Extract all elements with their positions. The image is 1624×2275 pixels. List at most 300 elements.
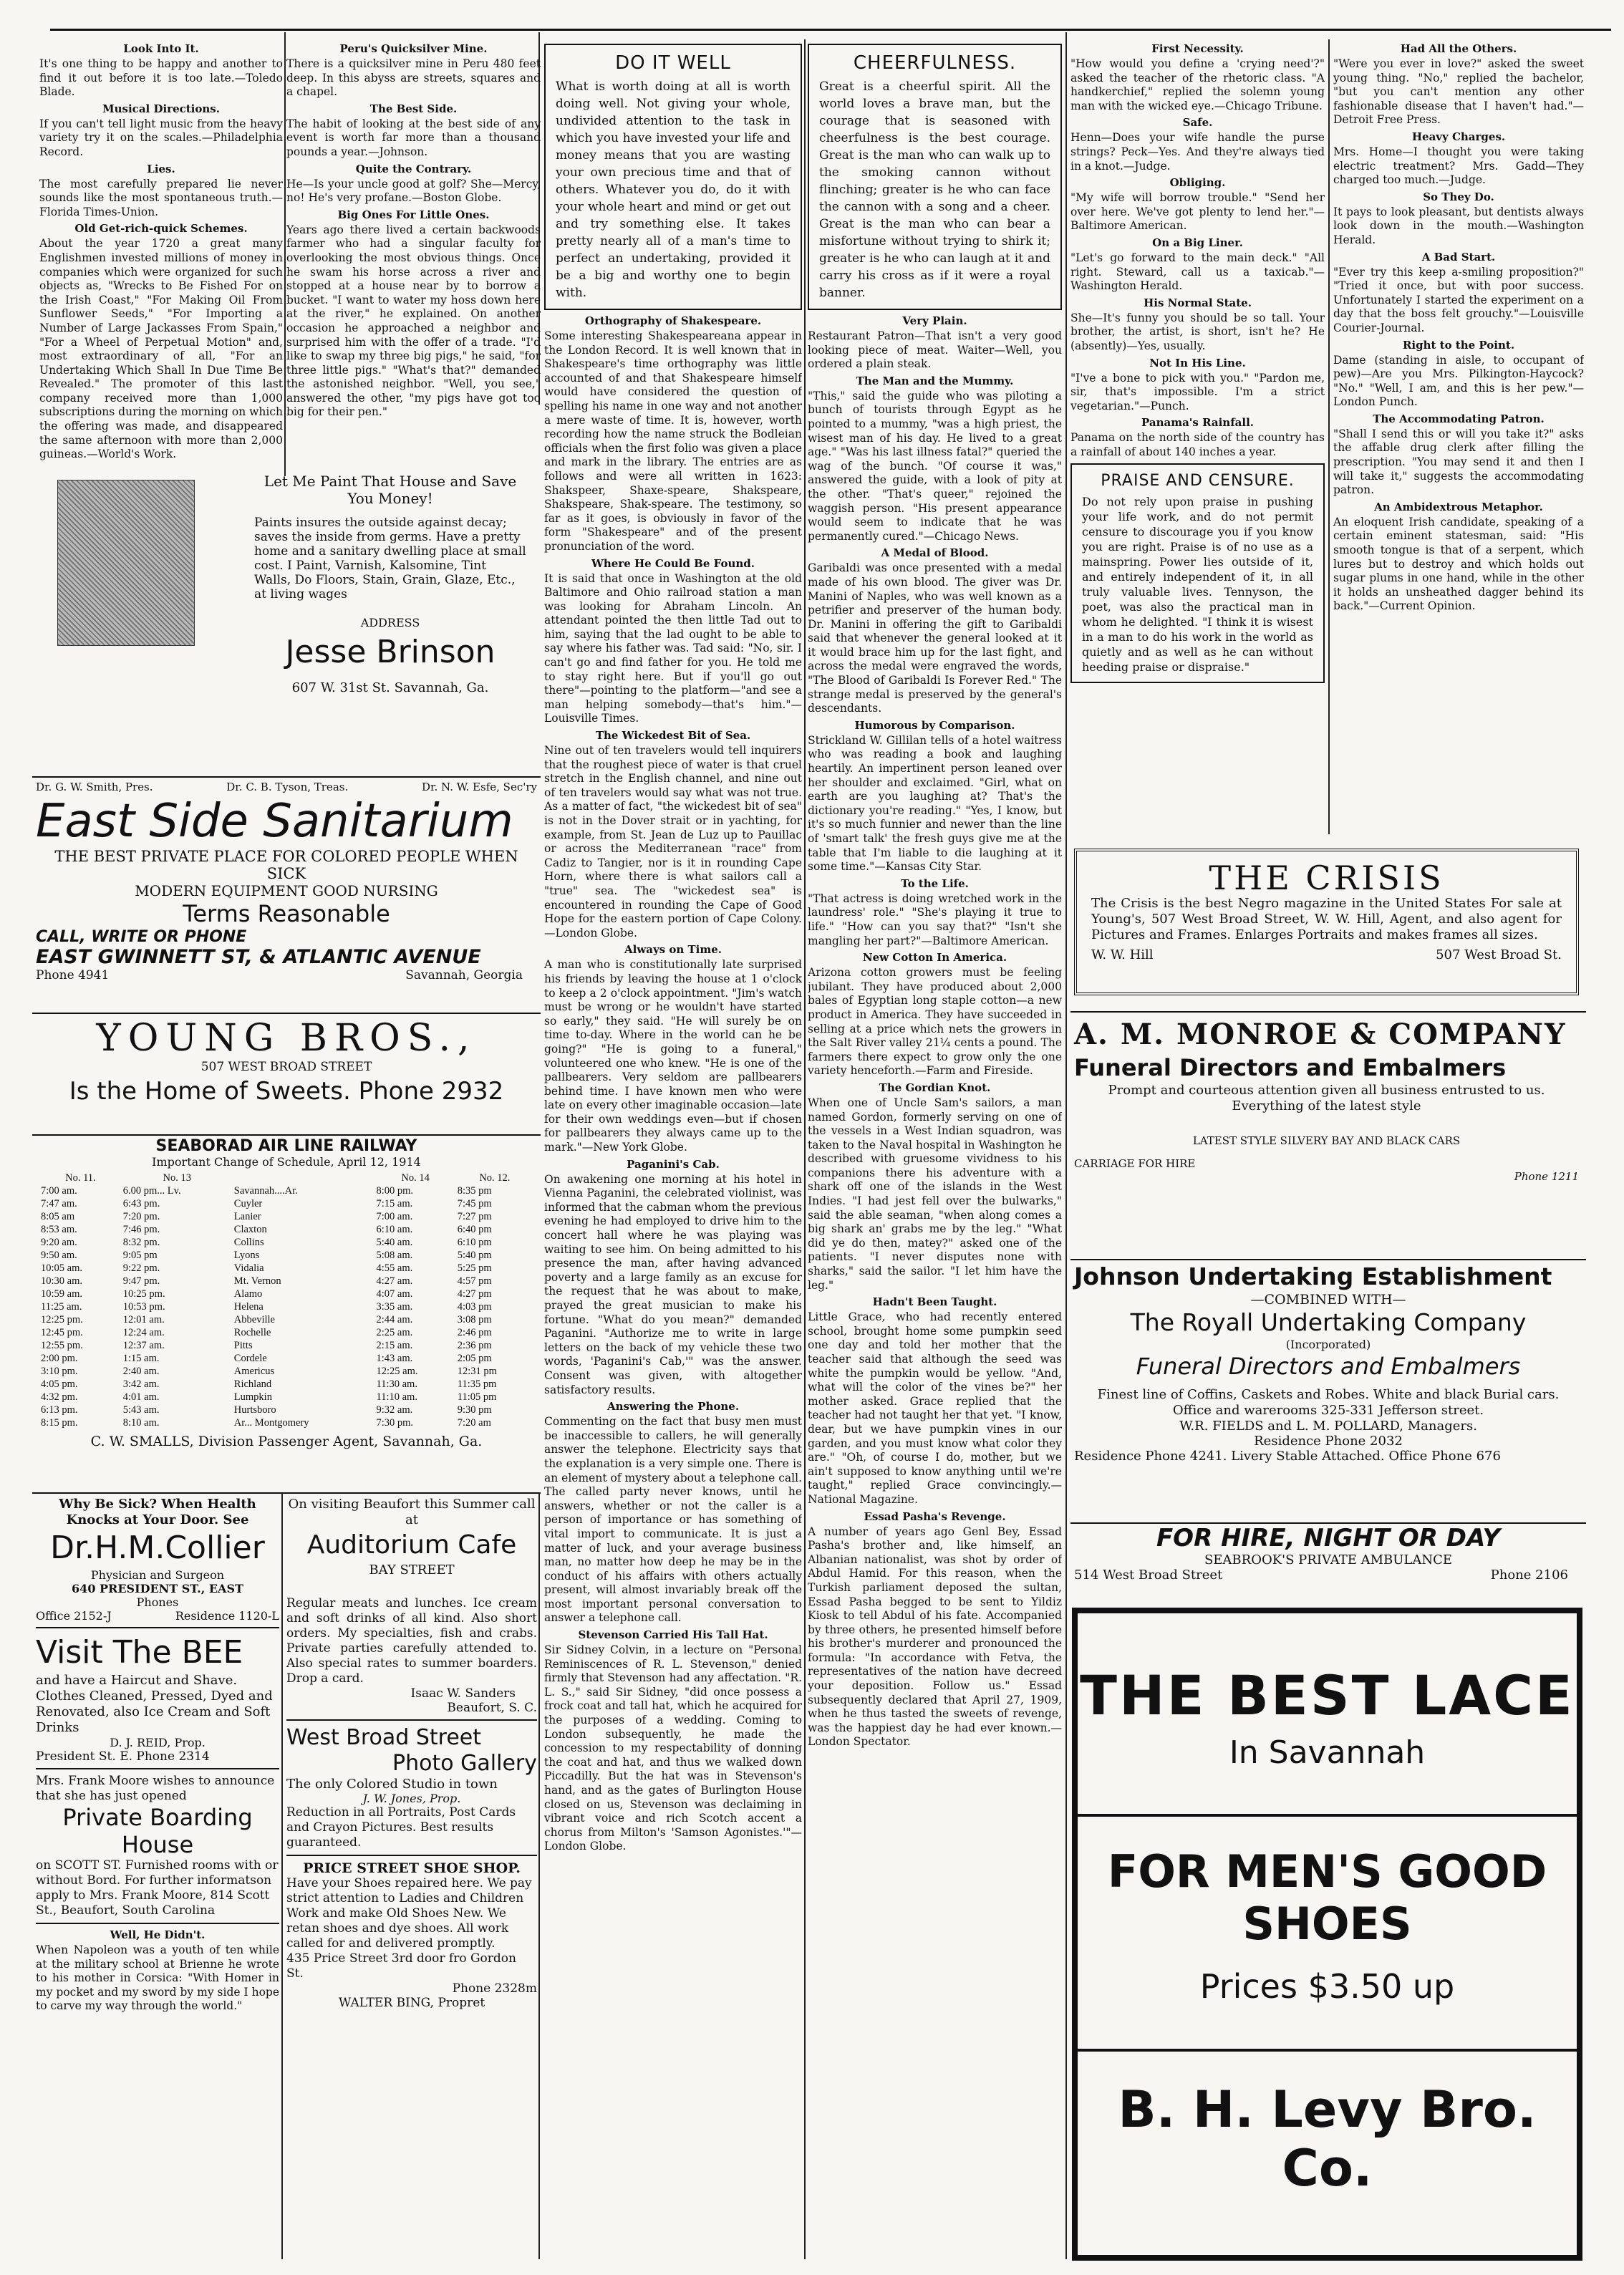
schedule-table [39,1172,533,1429]
schedule-cell: 2:36 pm [457,1340,492,1351]
schedule-cell: 5:08 am. [376,1250,413,1261]
column-divider [1328,39,1330,834]
article-title: Humorous by Comparison. [854,718,1015,732]
article-title: His Normal State. [1144,296,1252,309]
article-title: Hadn't Been Taught. [872,1295,997,1309]
schedule-cell: 5:40 am. [376,1237,413,1248]
schedule-cell: 3:35 am. [376,1301,413,1313]
seabrook-address: 514 West Broad Street [1074,1568,1223,1583]
auditorium-name: Auditorium Cafe [306,1530,517,1560]
boarding-body: on SCOTT ST. Furnished rooms with or without Bord. For further informatson apply to Mrs. Frank Moore, 814 Scott St., Beaufort, South Carolina [36,1858,279,1918]
shoeshop-address: 435 Price Street 3rd door fro Gordon St. [286,1951,516,1981]
schedule-cell: Abbeville [233,1314,275,1325]
brinson-name: Jesse Brinson [285,634,496,670]
article-body: Dame (standing in aisle, to occupant of pew)—Are you Mrs. Pilkington-Haycock? "No." "Well, I am, and this is her pew."—London Punch. [1333,353,1584,409]
article-title: Panama's Rainfall. [1141,416,1254,430]
young-address: 507 WEST BROAD STREET [200,1060,372,1074]
article-body: It's one thing to be happy and another to find it out before it is too late.—Toledo Blade. [39,57,283,99]
johnson-footer: Residence Phone 4241. Livery Stable Attached. Office Phone 676 [1074,1449,1501,1464]
article-title: On a Big Liner. [1152,236,1243,249]
railway-schedule [39,1137,533,1502]
young-bros-ad [36,1017,537,1124]
cheerfulness-body: Great is a cheerful spirit. All the world loves a brave man, but the courage that is seasoned with cheerfulness is the best courage. Great is the man who can walk up to the smoking cannon without flinching; greater is he who can face the cannon with a song and a cheer. Great is the man who can bear a misfortune without trying to shirk it; greater is he who can laugh at it and carry his cross as if it were a royal banner. [819,79,1050,300]
article-title: Safe. [1182,116,1213,130]
schedule-cell: Claxton [233,1224,267,1235]
collier-phones-label: Phones [136,1595,179,1609]
monroe-title: Funeral Directors and Embalmers [1074,1054,1507,1081]
schedule-cell: 9:05 pm [122,1250,158,1261]
article-body: If you can't tell light music from the heavy variety try it on the scales.—Philadelphia Record. [39,117,283,158]
monroe-carriage: CARRIAGE FOR HIRE [1074,1157,1196,1170]
column-2 [286,39,541,462]
article-body: Henn—Does your wife handle the purse strings? Peck—Yes. And they're always tied in a knot.—Judge. [1070,131,1325,173]
schedule-cell: 1:43 am. [376,1353,413,1364]
schedule-cell: 10:30 am. [41,1275,82,1287]
boarding-name: Private Boarding House [62,1804,253,1858]
article-title: The Gordian Knot. [879,1081,991,1094]
monroe-body: Prompt and courteous attention given all business entrusted to us. Everything of the latest style [1108,1083,1545,1114]
schedule-row [39,1236,533,1249]
schedule-cell: 10:05 am. [41,1262,82,1274]
article-title: Where He Could Be Found. [591,556,755,570]
schedule-row [39,1184,533,1197]
collier-role: Physician and Surgeon [90,1568,225,1582]
auditorium-street: BAY STREET [369,1562,455,1578]
schedule-cell: 11:30 am. [376,1378,417,1390]
crisis-body: The Crisis is the best Negro magazine in the United States For sale at Young's, 507 West Broad Street, W. W. Hill, Agent, and also agent for Pictures and Frames. Enlarges Portraits and makes frames all sizes. [1091,896,1562,942]
shoeshop-owner: WALTER BING, Propret [338,1996,485,2010]
article-title: Not In His Line. [1149,356,1246,369]
article-title: The Best Side. [369,102,458,115]
johnson-managers: W.R. FIELDS and L. M. POLLARD, Managers. [1179,1419,1477,1434]
crisis-agent: W. W. Hill [1091,947,1154,962]
schedule-cell: 6:13 pm. [41,1404,78,1416]
schedule-cell: 2:46 pm [457,1327,492,1338]
article-title: Heavy Charges. [1411,130,1506,143]
railway-subtitle: Important Change of Schedule, April 12, 1914 [152,1155,421,1169]
schedule-cell: 6:10 am. [376,1224,413,1235]
seabrook-phone: Phone 2106 [1490,1568,1568,1583]
sanitarium-city: Savannah, Georgia [405,968,523,982]
schedule-cell: 4:57 pm [457,1275,492,1287]
brinson-headline: Let Me Paint That House and Save You Money! [264,473,517,507]
divider [1070,1259,1586,1260]
schedule-row [39,1300,533,1313]
johnson-title: Funeral Directors and Embalmers [1136,1353,1521,1380]
schedule-cell: 7:00 am. [376,1211,413,1222]
schedule-cell: 8:10 am. [122,1417,160,1429]
shoeshop-phone: Phone 2328m [452,1981,537,1996]
auditorium-owner: Isaac W. Sanders [410,1686,516,1701]
collier-name: Dr.H.M.Collier [50,1530,265,1566]
officer: Dr. N. W. Esfe, Sec'ry [421,781,537,793]
article-body: "My wife will borrow trouble." "Send her over here. We've got plenty to lend her."—Baltimore American. [1070,191,1325,233]
bee-name: Visit The BEE [36,1634,243,1671]
column-divider [538,1493,540,2259]
article-title: An Ambidextrous Metaphor. [1374,500,1543,513]
sanitarium-ad [36,781,537,995]
auditorium-body: Regular meats and lunches. Ice cream and soft drinks of all kind. Also short orders. My specialties, fish and crabs. Private parties carefully attended to. Also special rates to summer boarders. Drop a card. [286,1596,537,1686]
article-title: Orthography of Shakespeare. [584,314,762,327]
article-body: "How would you define a 'crying need'?" asked the teacher of the rhetoric class. "A handkerchief," replied the solemn young man with the wicked eye.—Chicago Tribune. [1070,57,1325,112]
schedule-row [39,1288,533,1300]
bee-footer: President St. E. Phone 2314 [36,1749,210,1764]
schedule-header: No. 13 [163,1172,192,1184]
article-title: The Accommodating Patron. [1373,412,1545,425]
column-3b [808,39,1062,2259]
article-body: "Ever try this keep a-smiling proposition?" "Tried it once, but with poor success. Unfortunately I started the experiment on a day that the boss felt grouchy."—Louisville Courier-Journal. [1333,265,1584,334]
article-body: She—It's funny you should be so tall. Your brother, the artist, is short, isn't he? He (absently)—Yes, usually. [1070,311,1325,352]
schedule-cell: 7:45 pm [457,1198,492,1209]
schedule-cell: 8:53 am. [41,1224,77,1235]
article-body: There is a quicksilver mine in Peru 480 feet deep. In this abyss are streets, squares and a chapel. [286,57,541,99]
schedule-row [39,1210,533,1223]
article-body: About the year 1720 a great many Englishmen invested millions of money in companies which were organized for such objects as, "Wrecks to Be Fished For on the Irish Coast," "For Making Oil From Sunflower Seeds," "For Importing a Number of Large Jackasses From Spain," "For a Wheel of Perpetual Motion" and, most extraordinary of all, "For an Undertaking Which Shall In Due Time Be Revealed." The promoter of this last company received more than 1,000 subscriptions during the morning on which the offering was made, and disappeared the same afternoon with more than 2,000 guineas.—World's Work. [39,237,283,461]
auditorium-top: On visiting Beaufort this Summer call at [288,1497,536,1527]
schedule-cell: 5:43 am. [122,1404,160,1416]
brinson-body: Paints insures the outside against decay; saves the inside from germs. Have a pretty home and a sanitary dwelling place at small cost. I Paint, Varnish, Kalsomine, Tint Walls, Do Floors, Stain, Grain, Glaze, Etc., at living wages [254,516,526,602]
schedule-cell: 7:46 pm. [122,1224,160,1235]
divider [32,776,541,778]
article-body: A man who is constitutionally late surprised his friends by leaving the house at 1 o'clock to keep a 2 o'clock appointment. "Jim's watch must be wrong or he wouldn't have started so early," they said. "He will surely be on time to-day. Where in the world can he be going?" "He is going to a funeral," volunteered one who knew. "He is one of the pallbearers. Very seldom are pallbearers behind time. I have known men who were late on every other imaginable occasion—late for their own weddings even—but if chosen for pallbearers they always came up to the mark."—New York Globe. [544,958,802,1154]
schedule-cell: 6.00 pm... Lv. [122,1185,181,1197]
photo-tag: The only Colored Studio in town [286,1777,498,1792]
article-title: Look Into It. [123,42,199,55]
sanitarium-terms: Terms Reasonable [183,900,390,927]
brinson-address-label: ADDRESS [360,616,420,629]
schedule-cell: 11:35 pm [457,1378,497,1390]
article-title: The Wickedest Bit of Sea. [595,729,751,743]
collier-residence: Residence 1120-L [175,1609,279,1623]
officer: Dr. G. W. Smith, Pres. [36,781,153,793]
article-title: Right to the Point. [1402,338,1515,352]
schedule-cell: Richland [233,1378,272,1390]
article-body: "This," said the guide who was piloting a bunch of tourists through Egypt as he pointed to a mummy, "was a high priest, the wisest man of his day. He lived to a great age." "Was his last illness fatal?" queried the wag of the bunch. "Of course it was," answered the guide, with a look of pity at the other. "That's queer," rejoined the waggish person. "His present appearance would seem to indicate that he was permanently cured."—Chicago News. [808,389,1062,543]
young-name: YOUNG BROS., [96,1017,477,1060]
schedule-cell: Lanier [233,1211,261,1222]
schedule-cell: 2:44 am. [376,1314,413,1325]
schedule-cell: Lyons [233,1250,260,1261]
schedule-cell: 8:05 am [41,1211,75,1222]
divider [1070,1011,1586,1013]
schedule-cell: Vidalia [233,1262,264,1274]
schedule-row [39,1404,533,1416]
schedule-cell: 10:59 am. [41,1288,82,1300]
schedule-row [39,1326,533,1339]
article-title: First Necessity. [1151,42,1244,55]
schedule-cell: 7:47 am. [41,1198,77,1209]
schedule-row [39,1313,533,1326]
sanitarium-location: EAST GWINNETT ST, & ATLANTIC AVENUE [36,946,481,968]
schedule-cell: 8:15 pm. [41,1417,78,1429]
schedule-cell: 2:25 am. [376,1327,413,1338]
divider [36,1768,279,1769]
brinson-address: 607 W. 31st St. Savannah, Ga. [291,680,489,695]
schedule-cell: Lumpkin [233,1391,272,1403]
collier-top: Why Be Sick? When Health Knocks at Your Door. See [59,1497,256,1527]
photo-prop: J. W. Jones, Prop. [362,1792,461,1805]
portrait-photo [57,480,195,646]
schedule-cell: Collins [233,1237,264,1248]
article-title: Had All the Others. [1400,42,1517,55]
schedule-header [233,1172,375,1184]
article-body: Strickland W. Gillilan tells of a hotel waitress who was reading a book and laughing heartily. An impertinent person leaned over her shoulder and exclaimed. "Girl, what on earth are you laughing at? That's the dictionary you're reading." "Yes, I know, but it's so much funnier and newer than the line of 'smart talk' the fresh guys give me at the table that I'm liable to die laughing at it some time."—Kansas City Star. [808,733,1062,874]
crisis-title: THE CRISIS [1209,859,1444,897]
schedule-cell: 2:00 pm. [41,1353,78,1364]
schedule-cell: 4:01 am. [122,1391,160,1403]
schedule-cell: 11:25 am. [41,1301,82,1313]
do-it-well-title: DO IT WELL [615,52,731,74]
schedule-cell: 4:55 am. [376,1262,413,1274]
napoleon-title: Well, He Didn't. [110,1928,206,1941]
schedule-cell: 9:20 am. [41,1237,77,1248]
left-bottom-ads [36,1497,279,2263]
article-body: Some interesting Shakespeareana appear in the London Record. It is well known that in Shakespeare's time orthography was little accounted of and that Shakespeare himself would have considered the question of spelling his name in one way and not another a mere waste of time. It is, however, worth recording how the name struck the Bodleian officials when the first folio was given a place and mark in the library. The entries are as follows and were all written in 1623: Shakspeer, Shaxe-speare, Shakspeare, Shakspeare, Shak-speare. The testimony, so far as it goes, is obviously in favor of the form "Shakespeare" and of the present pronunciation of the word. [544,329,802,553]
schedule-row [39,1262,533,1275]
photo-name-2: Photo Gallery [392,1751,537,1776]
do-it-well-box [544,44,802,310]
seabrook-name: SEABROOK'S PRIVATE AMBULANCE [1204,1552,1453,1568]
schedule-header: No. 11. [65,1172,96,1184]
column-divider [281,1493,283,2259]
article-body: Arizona cotton growers must be feeling jubilant. They have produced about 2,000 bales of Egyptian long staple cotton—a new product in America. They have succeeded in selling at a price which nets the growers in the Salt River valley 21¼ cents a pound. The farmers there expect to grow only the one variety henceforth.—Farm and Fireside. [808,966,1062,1078]
article-title: A Medal of Blood. [881,546,989,560]
levy-line-2: In Savannah [1229,1734,1426,1771]
divider [286,1719,537,1721]
young-slogan: Is the Home of Sweets. [69,1077,351,1106]
brinson-ad [39,458,533,773]
column-1 [39,39,283,462]
schedule-cell: 4:07 am. [376,1288,413,1300]
top-rule [50,29,1611,31]
schedule-row [39,1249,533,1262]
column-4b [1333,39,1584,834]
article-body: Years ago there lived a certain backwoods farmer who had a singular faculty for overlooking the most obvious things. Once he swam his horse across a river and stopped at a house near by to borrow a bucket. "I want to water my hoss down here at the river," he explained. On another occasion he approached a neighbor and surprised him with the offer of a trade. "I'd like to swap my three big pigs," he said, "for three little pigs." "What's that?" demanded the astonished neighbor. "Well, you see," answered the other, "my pigs have got too big for their pen." [286,223,541,419]
schedule-cell: 10:53 pm. [122,1301,165,1313]
schedule-cell: 2:15 am. [376,1340,413,1351]
divider [36,1923,279,1924]
center-bottom-ads [286,1497,537,2263]
photo-body: Reduction in all Portraits, Post Cards and Crayon Pictures. Best results guaranteed. [286,1805,516,1850]
johnson-body: Finest line of Coffins, Caskets and Robes. White and black Burial cars. Office and warerooms 325-331 Jefferson street. [1097,1387,1560,1418]
levy-line-1: THE BEST LACE [1080,1663,1575,1727]
sanitarium-tag: THE BEST PRIVATE PLACE FOR COLORED PEOPLE WHEN SICK [54,848,518,882]
schedule-header: No. 14 [401,1172,430,1184]
schedule-cell: Savannah....Ar. [233,1185,298,1197]
crisis-address: 507 West Broad St. [1436,947,1562,962]
levy-line-4: Prices $3.50 up [1199,1967,1455,2006]
johnson-combined: —COMBINED WITH— [1250,1292,1406,1308]
schedule-cell: 3:42 am. [122,1378,160,1390]
seabrook-headline: FOR HIRE, NIGHT OR DAY [1156,1524,1501,1552]
divider [286,1855,537,1856]
collier-address: 640 PRESIDENT ST., EAST [72,1582,243,1595]
sanitarium-name: East Side Sanitarium [36,795,513,848]
officer: Dr. C. B. Tyson, Treas. [226,781,349,793]
column-divider [284,32,286,476]
schedule-cell: 3:08 pm [457,1314,492,1325]
monroe-style: LATEST STYLE SILVERY BAY AND BLACK CARS [1192,1134,1461,1147]
article-body: Little Grace, who had recently entered school, brought home some pumpkin seed one day and told her mother that the teacher said that although the seed was white the pumpkin would be yellow. "And, what will the color of the vines be?" her mother asked. Grace replied that the teacher had not taught her that yet. "I know, dear, but we have pumpkin vines in our garden, and you must know what color they are." "Oh, of course I do, mother, but we ain't supposed to know anything until we're taught," replied Grace convincingly.—National Magazine. [808,1310,1062,1506]
johnson-ad [1074,1262,1582,1477]
schedule-cell: 9:47 pm. [122,1275,160,1287]
column-divider [804,39,806,2259]
shoeshop-title: PRICE STREET SHOE SHOP. [303,1860,521,1876]
schedule-cell: Cuyler [233,1198,263,1209]
auditorium-city: Beaufort, S. C. [447,1701,537,1715]
article-body: "Let's go forward to the main deck." "All right. Steward, call us a taxicab."—Washington Herald. [1070,251,1325,293]
article-body: Restaurant Patron—That isn't a very good looking piece of meat. Waiter—Well, you ordered a plain steak. [808,329,1062,371]
schedule-cell: 9:50 am. [41,1250,77,1261]
sanitarium-sub: MODERN EQUIPMENT GOOD NURSING [135,882,438,899]
divider [1078,1814,1577,1817]
article-body: A number of years ago Genl Bey, Essad Pasha's brother and, like himself, an Albanian nationalist, was shot by order of Abdul Hamid. For this reason, when the Turkish parliament deposed the sultan, Essad Pasha begged to be sent to Yildiz Kiosk to tell Abdul of his fate. Accompanied by three others, he presented himself before his brother's murderer and pronounced the formula: "In accordance with Fetva, the representatives of the nation have decreed your deposition. Follow us." Essad subsequently declared that April 27, 1909, when he thus tasted the sweets of revenge, was the happiest day he had ever known.—London Spectator. [808,1525,1062,1749]
schedule-cell: 11:05 pm [457,1391,497,1403]
article-body: An eloquent Irish candidate, speaking of a certain eminent statesman, said: "His smooth tongue is that of a serpent, which lures but to destroy and which holds out sugar plums in one hand, while in the other it holds an unsheathed dagger behind its back."—Current Opinion. [1333,515,1584,613]
bee-body: and have a Haircut and Shave. Clothes Cleaned, Pressed, Dyed and Renovated, also Ice Cream and Soft Drinks [36,1673,273,1735]
article-title: To the Life. [901,876,969,890]
article-title: Old Get-rich-quick Schemes. [74,222,248,236]
railway-footer: C. W. SMALLS, Division Passenger Agent, Savannah, Ga. [90,1434,483,1449]
article-title: Answering the Phone. [606,1400,740,1414]
schedule-cell: Helena [233,1301,264,1313]
schedule-cell: 12:25 pm. [41,1314,83,1325]
article-title: Lies. [147,162,175,175]
article-body: "Shall I send this or will you take it?" asks the affable drug clerk after filling the prescription. "You may send it and then I will take it," suggests the accommodating patron. [1333,427,1584,497]
schedule-cell: 5:40 pm [457,1250,492,1261]
schedule-cell: 8:32 pm. [122,1237,160,1248]
praise-title: PRAISE AND CENSURE. [1101,472,1295,491]
shoeshop-body: Have your Shoes repaired here. We pay strict attention to Ladies and Children Work and make Old Shoes New. We retan shoes and dye shoes. All work called for and delivered promptly. [286,1876,532,1951]
boarding-intro: Mrs. Frank Moore wishes to announce that she has just opened [36,1774,275,1803]
schedule-cell: 7:15 am. [376,1198,413,1209]
schedule-cell: 12:24 am. [122,1327,165,1338]
schedule-row [39,1223,533,1236]
schedule-header: No. 12. [479,1172,511,1184]
praise-box [1070,463,1325,683]
article-body: Garibaldi was once presented with a medal made of his own blood. The giver was Dr. Manini of Naples, who was well known as a petrifier and preserver of the human body. Dr. Manini in offering the gift to Garibaldi said that whenever the general looked at it it would brace him up for the last fight, and across the medal were engraved the words, "The Blood of Garibaldi Is Forever Red." The strange medal is preserved by the general's descendants. [808,561,1062,715]
schedule-cell: 5:25 pm [457,1262,492,1274]
schedule-cell: Pitts [233,1340,253,1351]
divider [36,1627,279,1628]
schedule-cell: 12:25 am. [376,1366,418,1377]
article-title: Stevenson Carried His Tall Hat. [578,1628,768,1642]
article-body: "Were you ever in love?" asked the sweet young thing. "No," replied the bachelor, "but you can't mention any other fashionable disease that I haven't had."—Detroit Free Press. [1333,57,1584,127]
levy-line-5: B. H. Levy Bro. Co. [1118,2080,1537,2198]
article-title: A Bad Start. [1421,250,1496,264]
schedule-cell: 4:05 pm. [41,1378,78,1390]
schedule-cell: 4:27 am. [376,1275,413,1287]
collier-office: Office 2152-J [36,1609,112,1623]
article-body: Commenting on the fact that busy men must be inaccessible to callers, he will generally answer the telephone. Electricity says that the explanation is a very simple one. There is an element of mystery about a telephone call. The called party never knows, until he answers, whether or not the caller is a person of importance or has something of vital import to communicate. It is just a matter of luck, and your average business man, no matter how deep he may be in the conduct of his affairs with others actually present, will almost invariably break off the most important personal conversation to answer a telephone call. [544,1415,802,1625]
monroe-phone: Phone 1211 [1514,1170,1579,1183]
schedule-cell: 7:20 am [457,1417,491,1429]
column-3a [544,39,802,2259]
schedule-cell: 2:40 am. [122,1366,160,1377]
divider [32,1134,541,1136]
seabrook-ad [1074,1524,1582,1595]
monroe-ad [1074,1017,1579,1232]
schedule-cell: 6:43 pm. [122,1198,160,1209]
article-title: Always on Time. [624,943,722,957]
article-title: Big Ones For Little Ones. [337,208,490,221]
schedule-cell: 4:32 pm. [41,1391,78,1403]
cheerfulness-box [808,44,1062,310]
article-title: So They Do. [1423,190,1494,203]
levy-ad [1072,1608,1582,2261]
article-body: Nine out of ten travelers would tell inquirers that the roughest piece of water is that cruel stretch in the English channel, and nine out of ten travelers would say what was not true. As a matter of fact, "the wickedest bit of sea" is not in the Dover strait or in yachting, for example, from St. Jean de Luz up to Pauillac or across the Mediterranean "race" from Cadiz to Tangier, nor is it in rounding Cape Horn, where there is what sailors call a "true" sea. The "wickedest sea" is encountered in rounding the Cape of Good Hope for the eastern portion of Cape Colony.—London Globe. [544,744,802,940]
johnson-name: Johnson Undertaking Establishment [1074,1262,1552,1290]
schedule-cell: 12:55 pm. [41,1340,83,1351]
article-title: The Man and the Mummy. [856,374,1014,387]
schedule-cell: Alamo [233,1288,263,1300]
article-title: Paganini's Cab. [627,1157,720,1171]
schedule-cell: 10:25 pm. [122,1288,165,1300]
schedule-row [39,1416,533,1429]
article-title: Musical Directions. [102,102,220,115]
article-body: It is said that once in Washington at the old Baltimore and Ohio railroad station a man was looking for Abraham Lincoln. An attendant pointed the then little Tad out to him, saying that the lad ought to be able to say where his father was. Tad said: "No, sir. I can't go and find father for you. He told me to stay right here. But if you'll go out there"—pointing to the platform—"and see a man helping somebody—that's him."—Louisville Times. [544,571,802,725]
schedule-cell: 12:01 am. [122,1314,165,1325]
schedule-cell: 8:35 pm [457,1185,492,1197]
napoleon-body: When Napoleon was a youth of ten while at the military school at Brienne he wrote to his mother in Corsica: "With Homer in my pocket and my sword by my side I hope to carve my way through the world." [36,1943,279,2013]
schedule-row [39,1391,533,1404]
column-divider [1065,32,1067,2259]
crisis-ad [1074,849,1579,995]
article-title: New Cotton In America. [862,951,1007,965]
schedule-row [39,1365,533,1378]
divider [32,1013,541,1014]
schedule-cell: 7:20 pm. [122,1211,160,1222]
schedule-row [39,1352,533,1365]
monroe-name: A. M. MONROE & COMPANY [1074,1018,1567,1051]
article-body: He—Is your uncle good at golf? She—Mercy, no! He's very profane.—Boston Globe. [286,177,541,205]
johnson-inc: (Incorporated) [1285,1338,1371,1351]
schedule-cell: 4:27 pm [457,1288,492,1300]
schedule-cell: 4:03 pm [457,1301,492,1313]
schedule-cell: Ar... Montgomery [233,1417,309,1429]
sanitarium-call: CALL, WRITE OR PHONE [36,928,247,946]
article-body: "I've a bone to pick with you." "Pardon me, sir, that's impossible. I'm a strict vegetarian."—Punch. [1070,371,1325,412]
schedule-row [39,1339,533,1352]
schedule-cell: 8:00 pm. [376,1185,414,1197]
article-body: When one of Uncle Sam's sailors, a man named Gordon, formerly serving on one of the vessels in a West Indian squadron, was taken to the Naval hospital in Washington he described with gruesome vividness to his companions there his adventure with a shark off one of the islands in the West Indies. "I had jest fell over the bulwarks," said the able seaman, "when along comes a big shark an' grabs me by the leg." "What did ye do then, matey?" asked one of the patients. "I never disputes none with sharks," said the sailor. "I let him have the leg." [808,1096,1062,1292]
sanitarium-phone: Phone 4941 [36,968,110,982]
schedule-cell: Mt. Vernon [233,1275,281,1287]
do-it-well-body: What is worth doing at all is worth doing well. Not giving your whole, undivided attention to the task in which you have invested your life and money means that you are wasting your own precious time and that of others. Whatever you do, do it with your whole heart and mind or get out and try something else. It takes pretty nearly all of a man's time to perfect an undertaking, provided it be a big and worthy one to begin with. [556,79,791,300]
schedule-cell: 9:22 pm. [122,1262,160,1274]
schedule-cell: 9:30 pm [457,1404,492,1416]
schedule-cell: 7:00 am. [41,1185,77,1197]
schedule-cell: 3:10 pm. [41,1366,78,1377]
article-body: It pays to look pleasant, but dentists always look down in the mouth.—Washington Herald. [1333,205,1584,246]
schedule-cell: Hurtsboro [233,1404,276,1416]
photo-name-1: West Broad Street [286,1725,482,1750]
schedule-cell: 6:40 pm [457,1224,492,1235]
article-body: Panama on the north side of the country has a rainfall of about 140 inches a year. [1070,431,1325,458]
schedule-cell: 7:30 pm. [376,1417,414,1429]
article-body: Sir Sidney Colvin, in a lecture on "Personal Reminiscences of R. L. Stevenson," denied firmly that Stevenson had any affectation. "R. L. S.," said Sir Sidney, "did once possess a frock coat and tall hat, which he acquired for the purposes of a wedding. Coming to London subsequently, he made the concession to my respectability of donning the coat and hat, and thus we walked down Piccadilly. But the hat was in Stevenson's hand, and as the gates of Burlington House closed on us, Stevenson was declaiming in vibrant voice and rich Scotch accent a chorus from Milton's 'Samson Agonistes.'"—London Globe. [544,1643,802,1853]
sanitarium-officers [36,781,537,793]
schedule-cell: 12:37 am. [122,1340,165,1351]
article-title: Obliging. [1169,176,1226,190]
bee-prop: D. J. REID, Prop. [110,1736,206,1749]
johnson-royall: The Royall Undertaking Company [1130,1308,1527,1336]
schedule-cell: 2:05 pm [457,1353,492,1364]
young-phone: Phone 2932 [358,1077,504,1106]
divider [1078,2049,1577,2052]
article-title: Essad Pasha's Revenge. [864,1510,1006,1523]
schedule-row [39,1275,533,1288]
